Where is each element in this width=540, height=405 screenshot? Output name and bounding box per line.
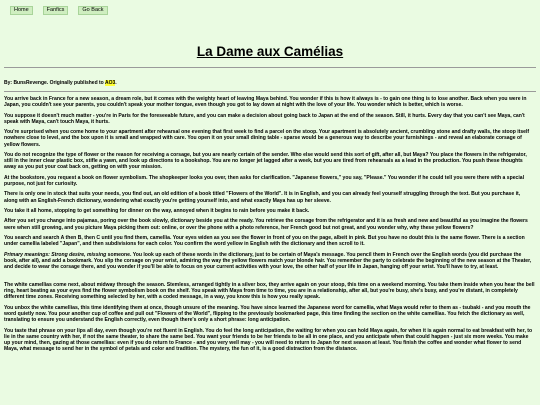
- nav-home-link[interactable]: Home: [10, 6, 33, 15]
- paragraph: You do not recognize the type of flower or the reason for receiving a corsage, but you are nearly certain of the sender. Who else would send this sort of gift, after all, but Maya? You place the flowers in the refrigerator, still in the inner clear plastic box, stifle a yawn, and look up directions to a bookshop. You are no longer jet lagged after a week, but you are tired from rehearsals as a lead in the production. You push these thoughts away as you put your coat back on, getting on with your mission.: [4, 151, 527, 171]
- primary-meanings-label: Primary meanings: Strong desire, missing: [4, 251, 107, 258]
- byline-prefix: By: BunsRevenge. Originally published to: [4, 80, 105, 86]
- paragraph: You search and search A then B, then C until you find them, camellia. Your eyes widen as you see the flower in front of you on the page, albeit in pink. But you have no doubt this is the same flower. There is a section under camellia labeled "Japan", and then subdivisions for each color. You confirm the word yellow in English with the dictionary and then scroll to it.: [4, 235, 525, 248]
- byline: [4, 80, 117, 86]
- story-body: [4, 96, 535, 357]
- paragraph: The white camellias come next, about midway through the season. Stemless, arranged tightly in a silver box, they arrive again on your stoop, this time on a weekend morning. You take them inside when you hear the bell ring, heart beating as your eyes find the flower symbolism book on the shelf. You speak with Maya from time to time, you are in a relationship, after all, but you're busy, she's busy, and you're distant, in completely different time zones. Receiving something selected by her, with a coded message, in a way, you know this is how you really speak.: [4, 282, 535, 301]
- paragraph-primary-meanings: [4, 252, 535, 270]
- paragraph: At the bookstore, you request a book on flower symbolism. The shopkeeper looks you over, then asks for clarification. "Japanese flowers," you say, "Please." You wonder if he could tell you were there with a special purpose, not just for curiosity.: [4, 174, 525, 187]
- paragraph: You suppose it doesn't much matter - you're in Paris for the foreseeable future, and you can make a decision about going back to Japan at the end of the season. Still, it hurts. Every day that you can't see Maya, can't speak with Maya, can't touch Maya, it hurts.: [4, 112, 525, 125]
- divider: [4, 67, 536, 68]
- paragraph: You're surprised when you come home to your apartment after rehearsal one evening that first week to find a parcel on the stoop. Your apartment is absolutely ancient, crumbling stone and drafty walls, the stoop itself nowhere close to level, and the box upon it is small and wrapped with care. You open it on your small dining table - sparse would be a generous way to describe your furnishings - and reveal an elaborate corsage of yellow flowers.: [4, 129, 530, 148]
- primary-meanings-text: someone. You look up each of these words in the dictionary, just to be certain of Maya's message. You pencil them in French over the English words (you did purchase the book, after all), and add a bookmark. You slip the corsage on your wrist, admiring the way the yellow flowers match your blonde hair. You remember the party to celebrate the beginning of the new season at the Theater, and decide to wear the corsage there, and you wonder if you'll be able to focus on your current activities with your love, the other half of your life in Japan, hanging off your wrist. You'll have to try, at least.: [4, 251, 532, 270]
- divider: [4, 91, 536, 92]
- paragraph: You arrive back in France for a new season, a dream role, but it comes with the weighty heart of leaving Maya behind. You wonder if this is how it always is - to gain one thing is to lose another. Back when you were in Japan, you couldn't see your parents, you couldn't speak your mother tongue, even though you got to lay down at night with the love of your life. You wonder which is better, which is worse.: [4, 96, 527, 109]
- byline-site-link[interactable]: AO3: [104, 80, 116, 86]
- byline-suffix: .: [115, 80, 117, 86]
- story-title: La Dame aux Camélias: [196, 44, 344, 59]
- nav-go-back-link[interactable]: Go Back: [78, 6, 107, 15]
- paragraph: You take it all home, stopping to get something for dinner on the way, annoyed when it begins to rain before you make it back.: [4, 207, 310, 214]
- paragraph: After you set you change into pajamas, poring over the book slowly, dictionary beside you at the ready. You retrieve the corsage from the refrigerator and it is as fresh and new and beautiful as you imagine the flowers were when still growing, and you picture Maya picking them out: online, or over the phone with a photo reference, her French good but not great, and you wonder why, why these yellow flowers?: [4, 218, 528, 231]
- paragraph: There is only one in stock that suits your needs, you find out, an old edition of a book titled "Flowers of the World". It is in English, and you can already feel yourself struggling through the text. But you purchase it, along with an English-French dictionary, wondering what exactly you're getting yourself into, and what exactly Maya has up her sleeve.: [4, 191, 521, 204]
- nav-fanfics-link[interactable]: Fanfics: [43, 6, 69, 15]
- paragraph: You unbox the white camellias, this time identifying them at once, though unsure of the meaning. You have since learned the Japanese word for camellia, what Maya would refer to them as - tsubaki - and you mouth the word quietly now. You pour another cup of coffee and pull out "Flowers of the World", flipping to the previously bookmarked page, this time finding the section on the white camellias. You fetch the dictionary as well, translating to ensure you understand the English correctly, even though there's only a short phrase: long anticipation.: [4, 304, 531, 324]
- paragraph: You taste that phrase on your lips all day, even though you're not fluent in English. You do feel the long anticipation, the waiting for when you can hold Maya again, for when it is again normal to eat breakfast with her, to lie in the same country with her, if not the same theater, to share the same bed. You want your friends to be her friends to be all in one place, and you anticipate when that could happen - just six more weeks. You make up your mind, then, gazing at those camellias: even if you do return to France - and you very well may - you will need to return to Japan for next season at least. You finish the coffee and wonder what flower to send Maya, what message to send her in the symbol of petals and color and tradition. The mystery, the fun of it, is a good distraction from the distance.: [4, 327, 533, 353]
- top-nav: [10, 6, 108, 15]
